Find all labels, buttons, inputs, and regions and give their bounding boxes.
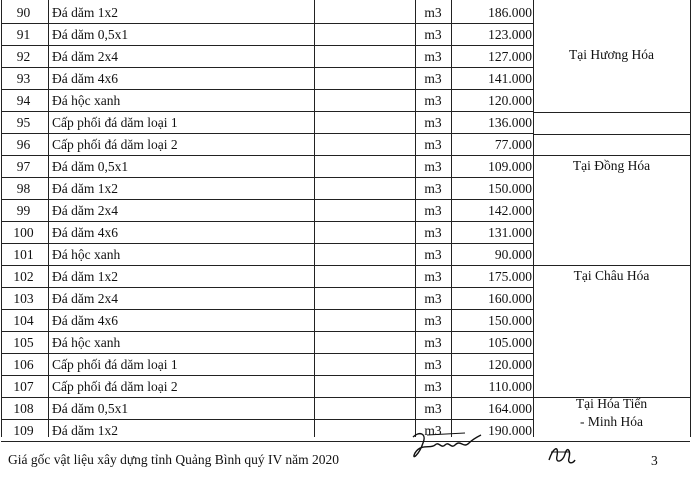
grid-line bbox=[533, 0, 534, 437]
material-name: Cấp phối đá dăm loại 1 bbox=[52, 357, 178, 372]
unit: m3 bbox=[424, 93, 442, 108]
unit: m3 bbox=[424, 269, 442, 284]
material-name: Đá dăm 0,5x1 bbox=[52, 27, 129, 42]
row-number: 109 bbox=[13, 423, 34, 438]
grid-line bbox=[1, 177, 533, 178]
unit: m3 bbox=[424, 115, 442, 130]
grid-line bbox=[1, 309, 533, 310]
grid-line bbox=[415, 0, 416, 437]
unit: m3 bbox=[424, 159, 442, 174]
unit-price: 127.000 bbox=[488, 49, 532, 64]
material-name: Đá dăm 4x6 bbox=[52, 225, 118, 240]
unit-price: 120.000 bbox=[488, 93, 532, 108]
unit: m3 bbox=[424, 181, 442, 196]
grid-line bbox=[451, 0, 452, 437]
unit-price: 123.000 bbox=[488, 27, 532, 42]
material-name: Đá dăm 2x4 bbox=[52, 291, 118, 306]
unit: m3 bbox=[424, 27, 442, 42]
unit: m3 bbox=[424, 5, 442, 20]
unit: m3 bbox=[424, 401, 442, 416]
material-name: Đá dăm 1x2 bbox=[52, 5, 118, 20]
material-name: Đá dăm 1x2 bbox=[52, 423, 118, 438]
row-number: 102 bbox=[13, 269, 34, 284]
row-number: 105 bbox=[13, 335, 34, 350]
grid-line bbox=[1, 89, 533, 90]
unit-price: 186.000 bbox=[488, 5, 532, 20]
material-name: Đá hộc xanh bbox=[52, 93, 121, 108]
grid-line bbox=[1, 0, 2, 437]
grid-line bbox=[1, 221, 533, 222]
unit-price: 120.000 bbox=[488, 357, 532, 372]
location-hoa-tien-line2: - Minh Hóa bbox=[580, 414, 643, 429]
unit-price: 110.000 bbox=[488, 379, 532, 394]
material-name: Đá dăm 2x4 bbox=[52, 203, 118, 218]
row-number: 91 bbox=[16, 27, 31, 42]
grid-line bbox=[1, 441, 690, 442]
material-name: Đá dăm 1x2 bbox=[52, 269, 118, 284]
unit-price: 109.000 bbox=[488, 159, 532, 174]
material-name: Đá hộc xanh bbox=[52, 335, 121, 350]
grid-line bbox=[690, 0, 691, 437]
page-number: 3 bbox=[651, 453, 658, 468]
grid-line bbox=[1, 243, 533, 244]
unit-price: 160.000 bbox=[488, 291, 532, 306]
unit: m3 bbox=[424, 335, 442, 350]
grid-line bbox=[1, 111, 533, 112]
row-number: 100 bbox=[13, 225, 34, 240]
material-name: Cấp phối đá dăm loại 1 bbox=[52, 115, 178, 130]
row-number: 103 bbox=[13, 291, 34, 306]
unit-price: 141.000 bbox=[488, 71, 532, 86]
material-name: Cấp phối đá dăm loại 2 bbox=[52, 379, 178, 394]
material-name: Đá dăm 2x4 bbox=[52, 49, 118, 64]
row-number: 104 bbox=[13, 313, 34, 328]
grid-line bbox=[1, 375, 533, 376]
row-number: 93 bbox=[16, 71, 31, 86]
grid-line bbox=[1, 331, 533, 332]
row-number: 96 bbox=[16, 137, 31, 152]
grid-line bbox=[314, 0, 315, 437]
unit: m3 bbox=[424, 357, 442, 372]
row-number: 97 bbox=[16, 159, 31, 174]
grid-line bbox=[1, 287, 533, 288]
unit: m3 bbox=[424, 203, 442, 218]
location-hoa-tien-line1: Tại Hóa Tiến bbox=[575, 396, 648, 411]
unit: m3 bbox=[424, 225, 442, 240]
row-number: 101 bbox=[13, 247, 34, 262]
grid-line bbox=[533, 134, 690, 135]
row-number: 92 bbox=[16, 49, 31, 64]
unit-price: 150.000 bbox=[488, 313, 532, 328]
unit-price: 175.000 bbox=[488, 269, 532, 284]
grid-line bbox=[1, 67, 533, 68]
grid-line bbox=[533, 112, 690, 113]
unit: m3 bbox=[424, 71, 442, 86]
unit: m3 bbox=[424, 423, 442, 438]
row-number: 108 bbox=[13, 401, 34, 416]
unit-price: 77.000 bbox=[494, 137, 532, 152]
unit: m3 bbox=[424, 247, 442, 262]
grid-line bbox=[48, 0, 49, 437]
unit-price: 142.000 bbox=[488, 203, 532, 218]
grid-line bbox=[1, 133, 533, 134]
material-name: Đá dăm 1x2 bbox=[52, 181, 118, 196]
material-name: Đá hộc xanh bbox=[52, 247, 121, 262]
footer-text: Giá gốc vật liệu xây dựng tỉnh Quảng Bình quý IV năm 2020 bbox=[8, 452, 340, 467]
location-chau-hoa: Tại Châu Hóa bbox=[573, 268, 650, 283]
unit-price: 136.000 bbox=[488, 115, 532, 130]
grid-line bbox=[1, 419, 533, 420]
unit: m3 bbox=[424, 137, 442, 152]
grid-line bbox=[1, 45, 533, 46]
grid-line bbox=[1, 23, 533, 24]
material-name: Đá dăm 0,5x1 bbox=[52, 401, 129, 416]
material-name: Cấp phối đá dăm loại 2 bbox=[52, 137, 178, 152]
row-number: 94 bbox=[16, 93, 31, 108]
row-number: 90 bbox=[16, 5, 31, 20]
unit: m3 bbox=[424, 49, 442, 64]
unit-price: 90.000 bbox=[494, 247, 532, 262]
signature-right bbox=[543, 440, 579, 470]
location-dong-hoa: Tại Đồng Hóa bbox=[572, 158, 651, 173]
row-number: 106 bbox=[13, 357, 34, 372]
signature-left bbox=[405, 427, 495, 469]
unit-price: 105.000 bbox=[488, 335, 532, 350]
grid-line bbox=[1, 353, 533, 354]
unit-price: 131.000 bbox=[488, 225, 532, 240]
unit: m3 bbox=[424, 313, 442, 328]
unit-price: 190.000 bbox=[488, 423, 532, 438]
unit-price: 150.000 bbox=[488, 181, 532, 196]
unit: m3 bbox=[424, 379, 442, 394]
material-name: Đá dăm 4x6 bbox=[52, 71, 118, 86]
unit: m3 bbox=[424, 291, 442, 306]
material-name: Đá dăm 0,5x1 bbox=[52, 159, 129, 174]
row-number: 98 bbox=[16, 181, 31, 196]
material-name: Đá dăm 4x6 bbox=[52, 313, 118, 328]
unit-price: 164.000 bbox=[488, 401, 532, 416]
row-number: 99 bbox=[16, 203, 31, 218]
row-number: 107 bbox=[13, 379, 34, 394]
grid-line bbox=[1, 199, 533, 200]
location-huong-hoa: Tại Hương Hóa bbox=[569, 47, 654, 62]
row-number: 95 bbox=[16, 115, 31, 130]
